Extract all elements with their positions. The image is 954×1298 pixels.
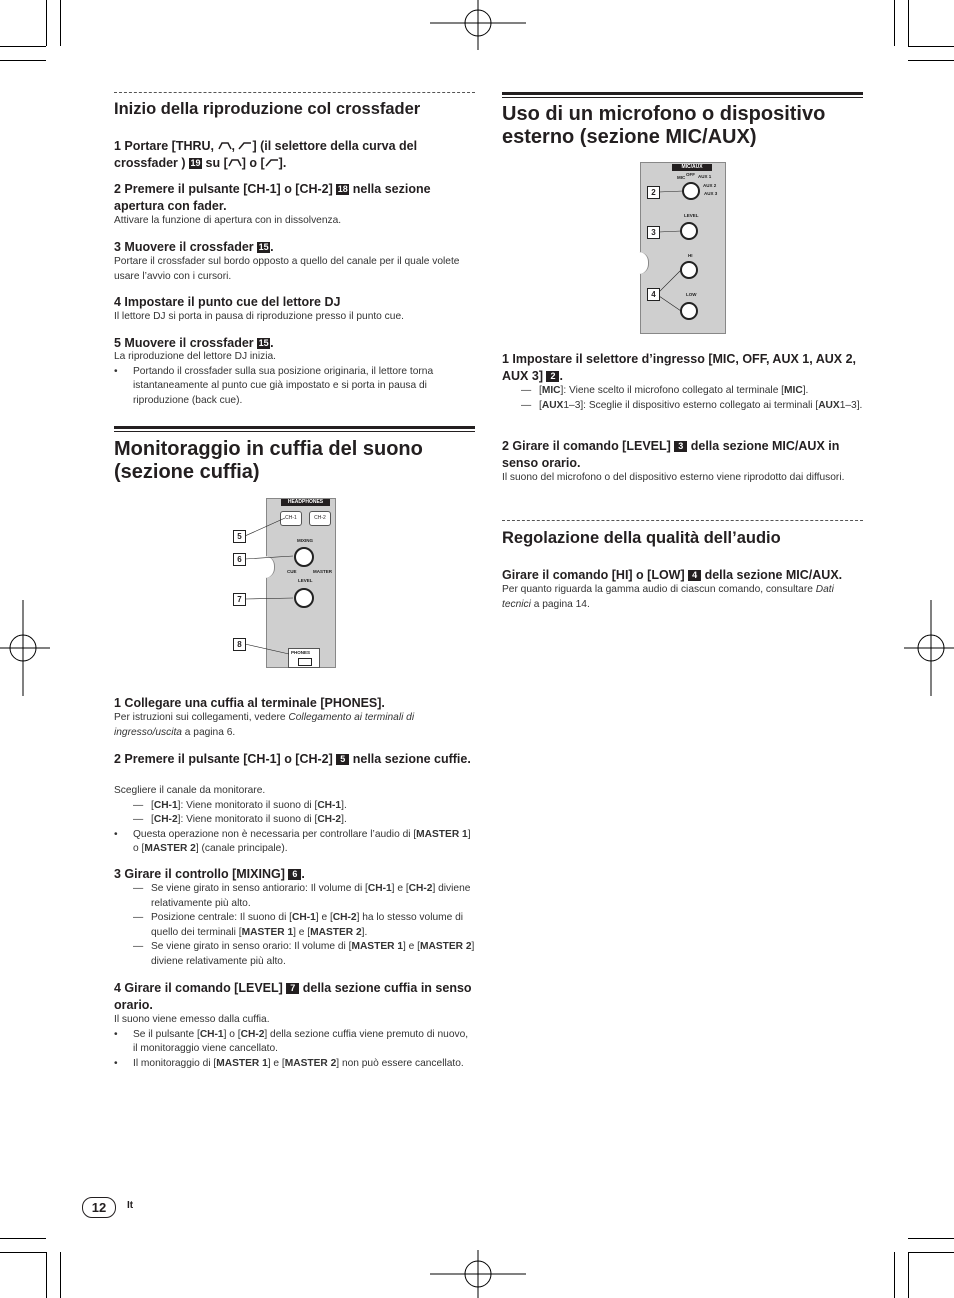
callout-leaders	[659, 162, 699, 334]
bullet-item: • Questa operazione non è necessaria per controllare l’audio di [MASTER 1] o [MASTER 2] (canale principale).	[114, 828, 471, 855]
callout-badge: 19	[190, 158, 201, 168]
phones-step-3: 3 Girare il controllo [MIXING] 6 .	[114, 867, 305, 881]
registration-mark-bottom	[430, 1250, 526, 1298]
cue-label: CUE	[287, 569, 297, 574]
dash-item: — [MIC]: Viene scelto il microfono collegato al terminale [MIC].	[521, 385, 809, 396]
crop-mark	[46, 0, 47, 46]
crop-mark	[908, 1252, 954, 1253]
panel-header: MIC/AUX	[672, 164, 712, 171]
crop-mark	[908, 0, 909, 46]
mic-step-2-text: Il suono del microfono o del dispositivo esterno viene riprodotto dai diffusori.	[502, 472, 845, 483]
mixing-label: MIXING	[297, 538, 314, 543]
dash-item: — [AUX1–3]: Sceglie il dispositivo esterno collegato ai terminali [AUX1–3].	[521, 399, 863, 411]
callout-4: 4	[647, 288, 660, 301]
callout-6: 6	[233, 553, 246, 566]
mic-step-2: 2 Girare il comando [LEVEL] 3 della sezione MIC/AUX in senso orario.	[502, 439, 840, 470]
callout-badge: 2	[546, 371, 559, 382]
callout-badge: 4	[688, 570, 701, 581]
crossfader-step-1: 1 Portare [THRU, , ] (il selettore della curva del crossfader ) 19 su [ ] o [ ].	[114, 139, 418, 170]
callout-badge: 15	[258, 338, 269, 348]
crop-mark	[0, 1252, 46, 1253]
callout-badge: 5	[336, 754, 349, 765]
crossfader-step-4-text: Il lettore DJ si porta in pausa di riproduzione presso il punto cue.	[114, 311, 404, 322]
phones-step-4: 4 Girare il comando [LEVEL] 7 della sezione cuffia in senso orario.	[114, 981, 472, 1012]
callout-7: 7	[233, 593, 246, 606]
callout-8: 8	[233, 638, 246, 651]
off-label: OFF	[686, 172, 695, 177]
mic-label: MIC	[677, 175, 686, 180]
mic-step-1: 1 Impostare il selettore d’ingresso [MIC, OFF, AUX 1, AUX 2, AUX 3] 2 .	[502, 352, 857, 383]
headphones-panel-figure	[237, 496, 338, 668]
ch2-button: CH-2	[309, 511, 331, 526]
phones-step-4-text: Il suono viene emesso dalla cuffia. • Se il pulsante [CH-1] o [CH-2] della sezione cuffia viene premuto di nuovo, il monitoraggio viene cancellato. • Il monitoraggio di [MASTER 1] e [MASTER 2] non può essere cancellato.	[114, 1013, 475, 1071]
phones-label: PHONES	[291, 650, 311, 655]
crop-mark	[60, 1252, 61, 1298]
master-label: MASTER	[313, 569, 332, 574]
bullet-item: • Portando il crossfader sulla sua posizione originaria, il lettore torna istantaneamente al punto cue già impostato e si porta in pausa di riproduzione (back cue).	[114, 365, 434, 406]
curve-icon	[218, 141, 232, 150]
curve-icon	[265, 158, 279, 167]
phones-step-3-text	[114, 882, 475, 970]
phones-step-2: 2 Premere il pulsante [CH-1] o [CH-2] 5 nella sezione cuffie.	[114, 752, 471, 766]
callout-badge: 15	[258, 242, 269, 252]
aux3-label: AUX 3	[704, 191, 718, 196]
crossfader-step-2: 2 Premere il pulsante [CH-1] o [CH-2] 18 nella sezione apertura con fader.	[114, 182, 431, 213]
dash-item: — [CH-2]: Viene monitorato il suono di [CH-2].	[133, 814, 347, 826]
low-label: LOW	[686, 292, 697, 297]
callout-badge: 7	[286, 983, 299, 994]
phones-heading: Monitoraggio in cuffia del suono (sezione cuffia)	[114, 438, 423, 483]
crop-mark	[894, 0, 895, 46]
crop-mark	[0, 1238, 46, 1239]
level-label: LEVEL	[684, 213, 699, 218]
hi-label: HI	[688, 253, 693, 258]
mic-step-1-text	[502, 384, 863, 413]
crop-mark	[908, 60, 954, 61]
phones-step-2-text: Scegliere il canale da monitorare. — [CH-1]: Viene monitorato il suono di [CH-1]. — [CH-2]: Viene monitorato il suono di [CH-2]. • Questa operazione non è necessaria per controllare l’audio di [MASTER 1] o [MASTER 2] (canale principale).	[114, 784, 475, 857]
level-label: LEVEL	[298, 578, 313, 583]
ch1-button: CH-1	[280, 511, 302, 526]
crossfader-step-5: 5 Muovere il crossfader 15 .	[114, 336, 274, 350]
dash-item: — [CH-1]: Viene monitorato il suono di [CH-1].	[133, 799, 347, 811]
crossfader-step-3-text: Portare il crossfader sul bordo opposto a quello del canale per il quale volete usare l’avvio con i cursori.	[114, 256, 460, 282]
callout-5: 5	[233, 530, 246, 543]
callout-badge: 18	[337, 184, 348, 194]
crop-mark	[908, 1252, 909, 1298]
phones-step-1-text: Per istruzioni sui collegamenti, vedere Collegamento ai terminali di ingresso/uscita a pagina 6.	[114, 712, 415, 738]
crossfader-step-4: 4 Impostare il punto cue del lettore DJ	[114, 295, 341, 309]
crossfader-step-5-text: La riproduzione del lettore DJ inizia. • Portando il crossfader sulla sua posizione originaria, il lettore torna istantaneamente al punto cue già impostato e si porta in pausa di riproduzione (back cue).	[114, 350, 475, 408]
dash-item: — Se viene girato in senso orario: Il volume di [MASTER 1] e [MASTER 2] diviene relativamente più alto.	[133, 941, 475, 967]
callout-badge: 3	[674, 441, 687, 452]
crossfader-step-2-text: Attivare la funzione di apertura con in dissolvenza.	[114, 215, 342, 226]
callout-badge: 6	[288, 869, 301, 880]
aux1-label: AUX 1	[698, 174, 712, 179]
crossfader-step-3: 3 Muovere il crossfader 15 .	[114, 240, 274, 254]
mic-heading: Uso di un microfono o dispositivo esterno (sezione MIC/AUX)	[502, 103, 826, 148]
crop-mark	[908, 1238, 954, 1239]
callout-2: 2	[647, 186, 660, 199]
crop-mark	[894, 1252, 895, 1298]
registration-mark-left	[0, 600, 50, 696]
aux2-label: AUX 2	[703, 183, 717, 188]
callout-3: 3	[647, 226, 660, 239]
crop-mark	[908, 46, 954, 47]
crop-mark	[0, 60, 46, 61]
bullet-item: • Se il pulsante [CH-1] o [CH-2] della sezione cuffia viene premuto di nuovo, il monitoraggio viene cancellato.	[114, 1028, 469, 1055]
audio-quality-step: Girare il comando [HI] o [LOW] 4 della sezione MIC/AUX.	[502, 568, 843, 582]
audio-quality-heading: Regolazione della qualità dell’audio	[502, 529, 781, 547]
callout-leaders	[245, 496, 305, 668]
dash-item: — Se viene girato in senso antiorario: Il volume di [CH-1] e [CH-2] diviene relativamente più alto.	[133, 883, 471, 909]
audio-quality-text: Per quanto riguarda la gamma audio di ciascun comando, consultare Dati tecnici a pagina 14.	[502, 584, 834, 610]
phones-step-1: 1 Collegare una cuffia al terminale [PHONES].	[114, 696, 385, 710]
language-code: It	[127, 1200, 134, 1211]
page-number: 12	[82, 1197, 116, 1218]
registration-mark-top	[430, 0, 526, 50]
bullet-item: • Il monitoraggio di [MASTER 1] e [MASTER 2] non può essere cancellato.	[114, 1057, 464, 1069]
micaux-panel-figure	[638, 162, 728, 334]
dash-item: — Posizione centrale: Il suono di [CH-1] e [CH-2] ha lo stesso volume di quello dei terminali [MASTER 1] e [MASTER 2].	[133, 912, 464, 938]
section-rule	[114, 426, 475, 432]
curve-icon	[238, 141, 252, 150]
registration-mark-right	[904, 600, 954, 696]
section-divider	[502, 520, 863, 521]
crop-mark	[0, 46, 46, 47]
section-rule	[502, 92, 863, 98]
section-divider	[114, 92, 475, 93]
panel-header: HEADPHONES	[281, 499, 330, 506]
crop-mark	[60, 0, 61, 46]
curve-icon	[228, 158, 242, 167]
crossfader-heading: Inizio della riproduzione col crossfader	[114, 100, 421, 118]
crop-mark	[46, 1252, 47, 1298]
